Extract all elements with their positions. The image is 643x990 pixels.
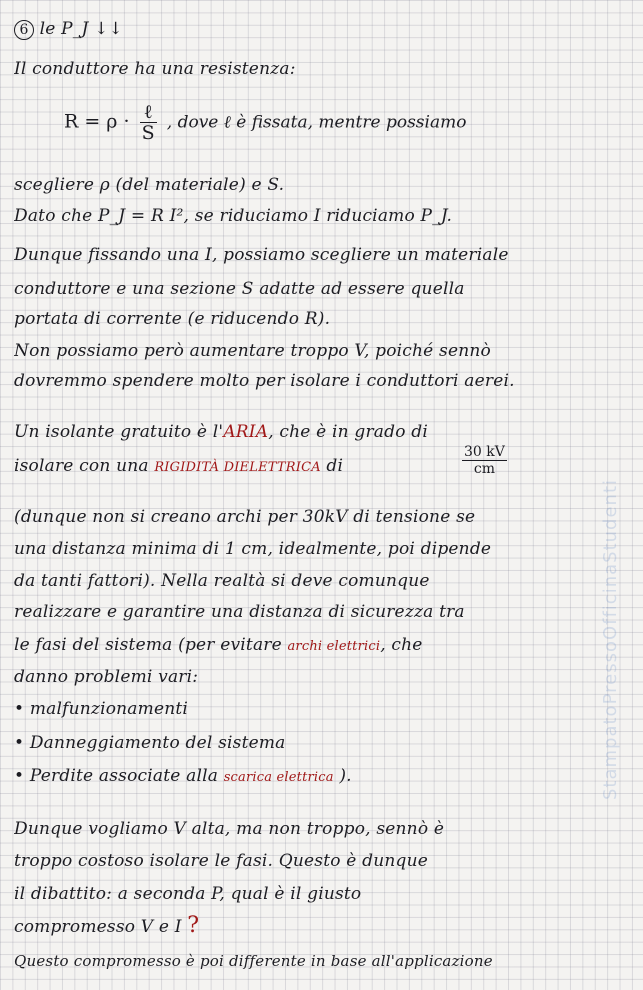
scarica-highlight: scarica elettrica — [223, 770, 334, 785]
page-header — [14, 18, 633, 40]
text-line-21: Questo compromesso è poi differente in base all'applicazione — [14, 952, 493, 970]
section-number: 6 — [14, 20, 34, 40]
text-line-10 — [14, 455, 453, 479]
text-line-2: scegliere ρ (del materiale) e S. — [14, 175, 285, 195]
text-line-18: troppo costoso isolare le fasi. Questo è dunque — [14, 851, 429, 871]
dielectric-denominator: cm — [473, 461, 495, 477]
bullet-text-3a: Perdite associate alla — [29, 766, 224, 786]
aria-highlight: ARIA — [223, 422, 269, 442]
watermark-text: StampatoPressoOfficinaStudenti — [600, 479, 621, 800]
formula-lhs: R = ρ · — [64, 110, 130, 133]
dielectric-value-fraction — [462, 444, 507, 477]
line10-text-b: di — [320, 456, 344, 476]
text-line-1: Il conduttore ha una resistenza: — [14, 59, 296, 79]
line9-text-a: Un isolante gratuito è l' — [14, 422, 224, 442]
text-line-13: da tanti fattori). Nella realtà si deve comunque — [14, 571, 430, 591]
dielectric-numerator: 30 kV — [464, 444, 505, 460]
bullet-text-1: malfunzionamenti — [29, 699, 189, 719]
text-line-4: Dunque fissando una I, possiamo scegliere un materiale — [14, 245, 509, 265]
text-line-15 — [14, 634, 633, 658]
text-line-6: portata di corrente (e riducendo R). — [14, 309, 331, 329]
line20-text: compromesso V e I — [14, 917, 182, 937]
formula-numerator: ℓ — [140, 102, 157, 123]
line9-text-b: , che è in grado di — [268, 422, 428, 442]
section-title: le P_J ↓↓ — [39, 19, 123, 39]
text-line-8: dovremmo spendere molto per isolare i conduttori aerei. — [14, 371, 515, 391]
bullet-dot: • — [14, 699, 30, 719]
text-line-20 — [14, 915, 633, 938]
bullet-dot: • — [14, 766, 30, 786]
formula-denominator: S — [141, 122, 155, 144]
bullet-text-3b: ). — [333, 766, 352, 786]
text-line-5: conduttore e una sezione S adatte ad essere quella — [14, 279, 465, 299]
bullet-dot: • — [14, 733, 30, 753]
text-line-12: una distanza minima di 1 cm, idealmente, poi dipende — [14, 539, 492, 559]
line10-text-a: isolare con una — [14, 456, 155, 476]
bullet-item-3 — [14, 765, 633, 789]
bullet-item-2 — [14, 732, 633, 754]
text-line-17: Dunque vogliamo V alta, ma non troppo, sennò è — [14, 819, 445, 839]
archi-highlight: archi elettrici — [287, 639, 381, 654]
formula-rest: , dove ℓ è fissata, mentre possiamo — [166, 112, 467, 133]
question-mark: ? — [187, 915, 200, 938]
resistance-formula — [64, 102, 466, 143]
text-line-9 — [14, 421, 633, 443]
text-line-19: il dibattito: a seconda P, qual è il giusto — [14, 884, 362, 904]
text-line-11: (dunque non si creano archi per 30kV di tensione se — [14, 507, 476, 527]
line15-text-a: le fasi del sistema (per evitare — [14, 635, 288, 655]
formula-fraction — [140, 102, 157, 143]
text-line-16: danno problemi vari: — [14, 667, 199, 687]
text-line-7: Non possiamo però aumentare troppo V, poiché sennò — [14, 341, 491, 361]
bullet-text-2: Danneggiamento del sistema — [29, 733, 286, 753]
text-line-3: Dato che P_J = R I², se riduciamo I riduciamo P_J. — [14, 206, 453, 226]
bullet-item-1 — [14, 698, 633, 720]
dielectric-highlight: RIGIDITÀ DIELETTRICA — [154, 460, 321, 475]
line15-text-b: , che — [380, 635, 423, 655]
text-line-14: realizzare e garantire una distanza di sicurezza tra — [14, 602, 465, 622]
